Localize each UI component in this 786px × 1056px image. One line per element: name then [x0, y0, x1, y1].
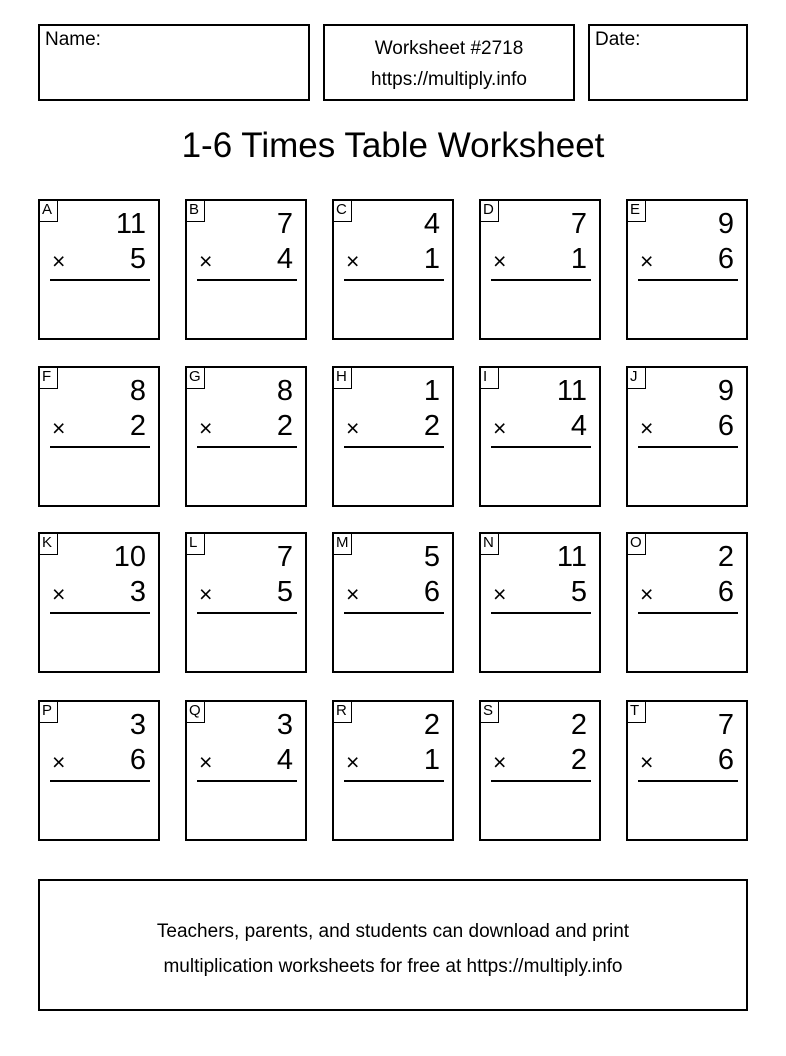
answer-line: [344, 279, 444, 281]
problem-letter: B: [186, 200, 205, 222]
problem-card[interactable]: [626, 532, 748, 673]
footer-text: [40, 914, 746, 984]
problem-letter: N: [480, 533, 499, 555]
problem-letter: J: [627, 367, 646, 389]
times-sign: ×: [199, 581, 213, 607]
multiplicand: 10: [113, 541, 146, 573]
multiplier: 6: [717, 243, 734, 275]
multiplier: 5: [276, 576, 293, 608]
problem-letter: A: [39, 200, 58, 222]
problem-card[interactable]: [626, 366, 748, 507]
times-sign: ×: [52, 415, 66, 441]
date-field-box[interactable]: [588, 24, 748, 101]
times-sign: ×: [346, 749, 360, 775]
problem-letter: T: [627, 701, 646, 723]
times-sign: ×: [640, 415, 654, 441]
problem-letter: R: [333, 701, 352, 723]
problem-card[interactable]: [38, 532, 160, 673]
problem-card[interactable]: [479, 700, 601, 841]
multiplicand: 9: [717, 208, 734, 240]
multiplier: 2: [570, 744, 587, 776]
problem-card[interactable]: [185, 366, 307, 507]
multiplicand: 7: [717, 709, 734, 741]
problem-letter: Q: [186, 701, 205, 723]
problem-card[interactable]: [185, 700, 307, 841]
times-sign: ×: [640, 749, 654, 775]
times-sign: ×: [52, 749, 66, 775]
multiplicand: 3: [129, 709, 146, 741]
name-label: Name:: [45, 29, 101, 50]
multiplicand: 2: [570, 709, 587, 741]
worksheet-url[interactable]: https://multiply.info: [371, 69, 527, 90]
name-field-box[interactable]: [38, 24, 310, 101]
problem-letter: C: [333, 200, 352, 222]
answer-line: [491, 446, 591, 448]
multiplicand: 11: [115, 208, 146, 240]
times-sign: ×: [346, 248, 360, 274]
multiplier: 6: [717, 744, 734, 776]
multiplier: 1: [423, 243, 440, 275]
answer-line: [638, 780, 738, 782]
answer-line: [344, 612, 444, 614]
worksheet-number: Worksheet #2718: [374, 38, 524, 59]
answer-line: [50, 780, 150, 782]
times-sign: ×: [640, 581, 654, 607]
answer-line: [491, 279, 591, 281]
multiplicand: 7: [276, 541, 293, 573]
multiplicand: 11: [556, 541, 587, 573]
problem-letter: H: [333, 367, 352, 389]
multiplier: 1: [570, 243, 587, 275]
multiplicand: 7: [276, 208, 293, 240]
problem-card[interactable]: [332, 199, 454, 340]
worksheet-info-box: [323, 24, 575, 101]
multiplier: 4: [276, 243, 293, 275]
multiplier: 6: [717, 410, 734, 442]
multiplier: 6: [717, 576, 734, 608]
answer-line: [638, 446, 738, 448]
answer-line: [344, 780, 444, 782]
multiplicand: 3: [276, 709, 293, 741]
multiplier: 6: [423, 576, 440, 608]
times-sign: ×: [199, 415, 213, 441]
problem-card[interactable]: [38, 366, 160, 507]
multiplier: 6: [129, 744, 146, 776]
answer-line: [197, 780, 297, 782]
multiplier: 2: [129, 410, 146, 442]
problem-letter: E: [627, 200, 646, 222]
problem-card[interactable]: [332, 532, 454, 673]
footer-line-2: multiplication worksheets for free at https://multiply.info: [163, 956, 623, 977]
problem-card[interactable]: [38, 700, 160, 841]
multiplier: 2: [276, 410, 293, 442]
answer-line: [638, 612, 738, 614]
multiplier: 3: [129, 576, 146, 608]
answer-line: [197, 446, 297, 448]
problem-card[interactable]: [626, 199, 748, 340]
times-sign: ×: [493, 581, 507, 607]
multiplicand: 9: [717, 375, 734, 407]
problem-card[interactable]: [479, 532, 601, 673]
times-sign: ×: [640, 248, 654, 274]
problem-card[interactable]: [479, 366, 601, 507]
multiplier: 1: [423, 744, 440, 776]
answer-line: [491, 780, 591, 782]
answer-line: [197, 279, 297, 281]
problem-card[interactable]: [185, 199, 307, 340]
problem-card[interactable]: [626, 700, 748, 841]
answer-line: [50, 279, 150, 281]
problem-letter: O: [627, 533, 646, 555]
problem-letter: M: [333, 533, 352, 555]
times-sign: ×: [199, 248, 213, 274]
multiplier: 5: [570, 576, 587, 608]
footer-box: [38, 879, 748, 1011]
problem-letter: F: [39, 367, 58, 389]
times-sign: ×: [493, 749, 507, 775]
multiplier: 4: [276, 744, 293, 776]
problem-letter: K: [39, 533, 58, 555]
problem-card[interactable]: [38, 199, 160, 340]
answer-line: [50, 612, 150, 614]
page-title: 1-6 Times Table Worksheet: [181, 126, 605, 165]
footer-line-1: Teachers, parents, and students can download and print: [156, 921, 630, 942]
problem-letter: D: [480, 200, 499, 222]
answer-line: [491, 612, 591, 614]
multiplicand: 4: [423, 208, 440, 240]
times-sign: ×: [52, 581, 66, 607]
multiplicand: 8: [276, 375, 293, 407]
times-sign: ×: [346, 415, 360, 441]
date-label: Date:: [595, 29, 641, 50]
problem-letter: P: [39, 701, 58, 723]
problem-letter: S: [480, 701, 499, 723]
times-sign: ×: [52, 248, 66, 274]
answer-line: [638, 279, 738, 281]
times-sign: ×: [493, 415, 507, 441]
multiplicand: 2: [423, 709, 440, 741]
multiplicand: 11: [556, 375, 587, 407]
multiplier: 2: [423, 410, 440, 442]
multiplicand: 2: [717, 541, 734, 573]
problem-card[interactable]: [332, 366, 454, 507]
times-sign: ×: [346, 581, 360, 607]
multiplicand: 5: [423, 541, 440, 573]
answer-line: [197, 612, 297, 614]
multiplicand: 8: [129, 375, 146, 407]
answer-line: [50, 446, 150, 448]
problem-letter: I: [480, 367, 499, 389]
multiplicand: 7: [570, 208, 587, 240]
answer-line: [344, 446, 444, 448]
problem-card[interactable]: [479, 199, 601, 340]
multiplier: 4: [570, 410, 587, 442]
multiplier: 5: [129, 243, 146, 275]
times-sign: ×: [493, 248, 507, 274]
multiplicand: 1: [423, 375, 440, 407]
problem-letter: L: [186, 533, 205, 555]
problem-letter: G: [186, 367, 205, 389]
problem-card[interactable]: [185, 532, 307, 673]
problem-card[interactable]: [332, 700, 454, 841]
times-sign: ×: [199, 749, 213, 775]
